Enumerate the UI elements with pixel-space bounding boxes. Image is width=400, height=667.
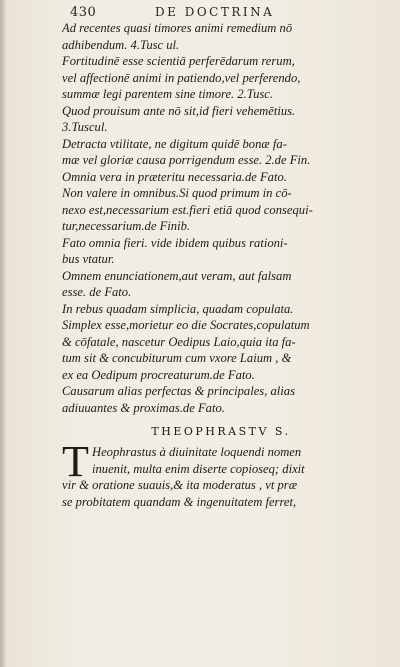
text-line: adhibendum. 4.Tusc ul. xyxy=(62,37,180,52)
text-line: esse. de Fato. xyxy=(62,285,132,299)
text-line: summæ legi parentem sine timore. 2.Tusc. xyxy=(62,87,274,101)
section-heading: THEOPHRASTV S. xyxy=(151,425,291,438)
text-line: ex ea Oedipum procreaturum.de Fato. xyxy=(62,367,255,382)
text-line: Fortitudinē esse scientiā perferēdarum rerum, xyxy=(62,54,295,68)
text-line: nexo est,necessarium est.fieri etiā quod consequi- xyxy=(62,202,313,217)
text-line: Quod prouisum ante nō sit,id fieri vehemētius. xyxy=(62,103,296,118)
text-line: tum sit & concubiturum cum vxore Laium , & xyxy=(62,351,292,365)
text-line: Heophrastus à diuinitate loquendi nomen xyxy=(92,445,302,459)
text-line: In rebus quadam simplicia, quadam copulata. xyxy=(62,301,294,316)
text-line: Detracta vtilitate, ne digitum quidē bonæ fa- xyxy=(62,136,287,151)
text-line: bus vtatur. xyxy=(62,252,115,266)
dropcap-letter: T xyxy=(62,437,89,486)
text-line: vel affectionē animi in patiendo,vel perferendo, xyxy=(62,70,301,85)
text-line: inuenit, multa enim diserte copioseq; dixit xyxy=(92,461,305,476)
text-line: tur,necessarium.de Finib. xyxy=(62,219,191,233)
text-line: 3.Tuscul. xyxy=(62,120,108,134)
text-line: adiuuantes & proximas.de Fato. xyxy=(62,400,225,415)
text-line: Simplex esse,morietur eo die Socrates,copulatum xyxy=(62,318,310,332)
text-line: Ad recentes quasi timores animi remedium nō xyxy=(62,21,293,35)
text-line: & cōfatale, nascetur Oedipus Laio,quia ita fa- xyxy=(62,334,296,349)
text-line: Causarum alias perfectas & principales, alias xyxy=(62,384,295,398)
page-body xyxy=(62,20,380,510)
text-line: mæ vel gloriæ causa porrigendum esse. 2.de Fin. xyxy=(62,153,311,167)
text-line: Fato omnia fieri. vide ibidem quibus rationi- xyxy=(62,235,288,250)
text-line: Omnem enunciationem,aut veram, aut falsam xyxy=(62,268,292,283)
running-head: DE DOCTRINA xyxy=(155,5,275,19)
dropcap-paragraph xyxy=(62,437,380,510)
text-line: se probitatem quandam & ingenuitatem ferret, xyxy=(62,494,297,509)
page-edge-shadow xyxy=(0,0,6,667)
text-line: vir & oratione suauis,& ita moderatus , vt præ xyxy=(62,478,298,492)
page-number: 430 xyxy=(70,5,97,20)
text-line: Non valere in omnibus.Si quod primum in cō- xyxy=(62,186,292,200)
text-line: Omnia vera in præteritu necessaria.de Fato. xyxy=(62,169,287,184)
